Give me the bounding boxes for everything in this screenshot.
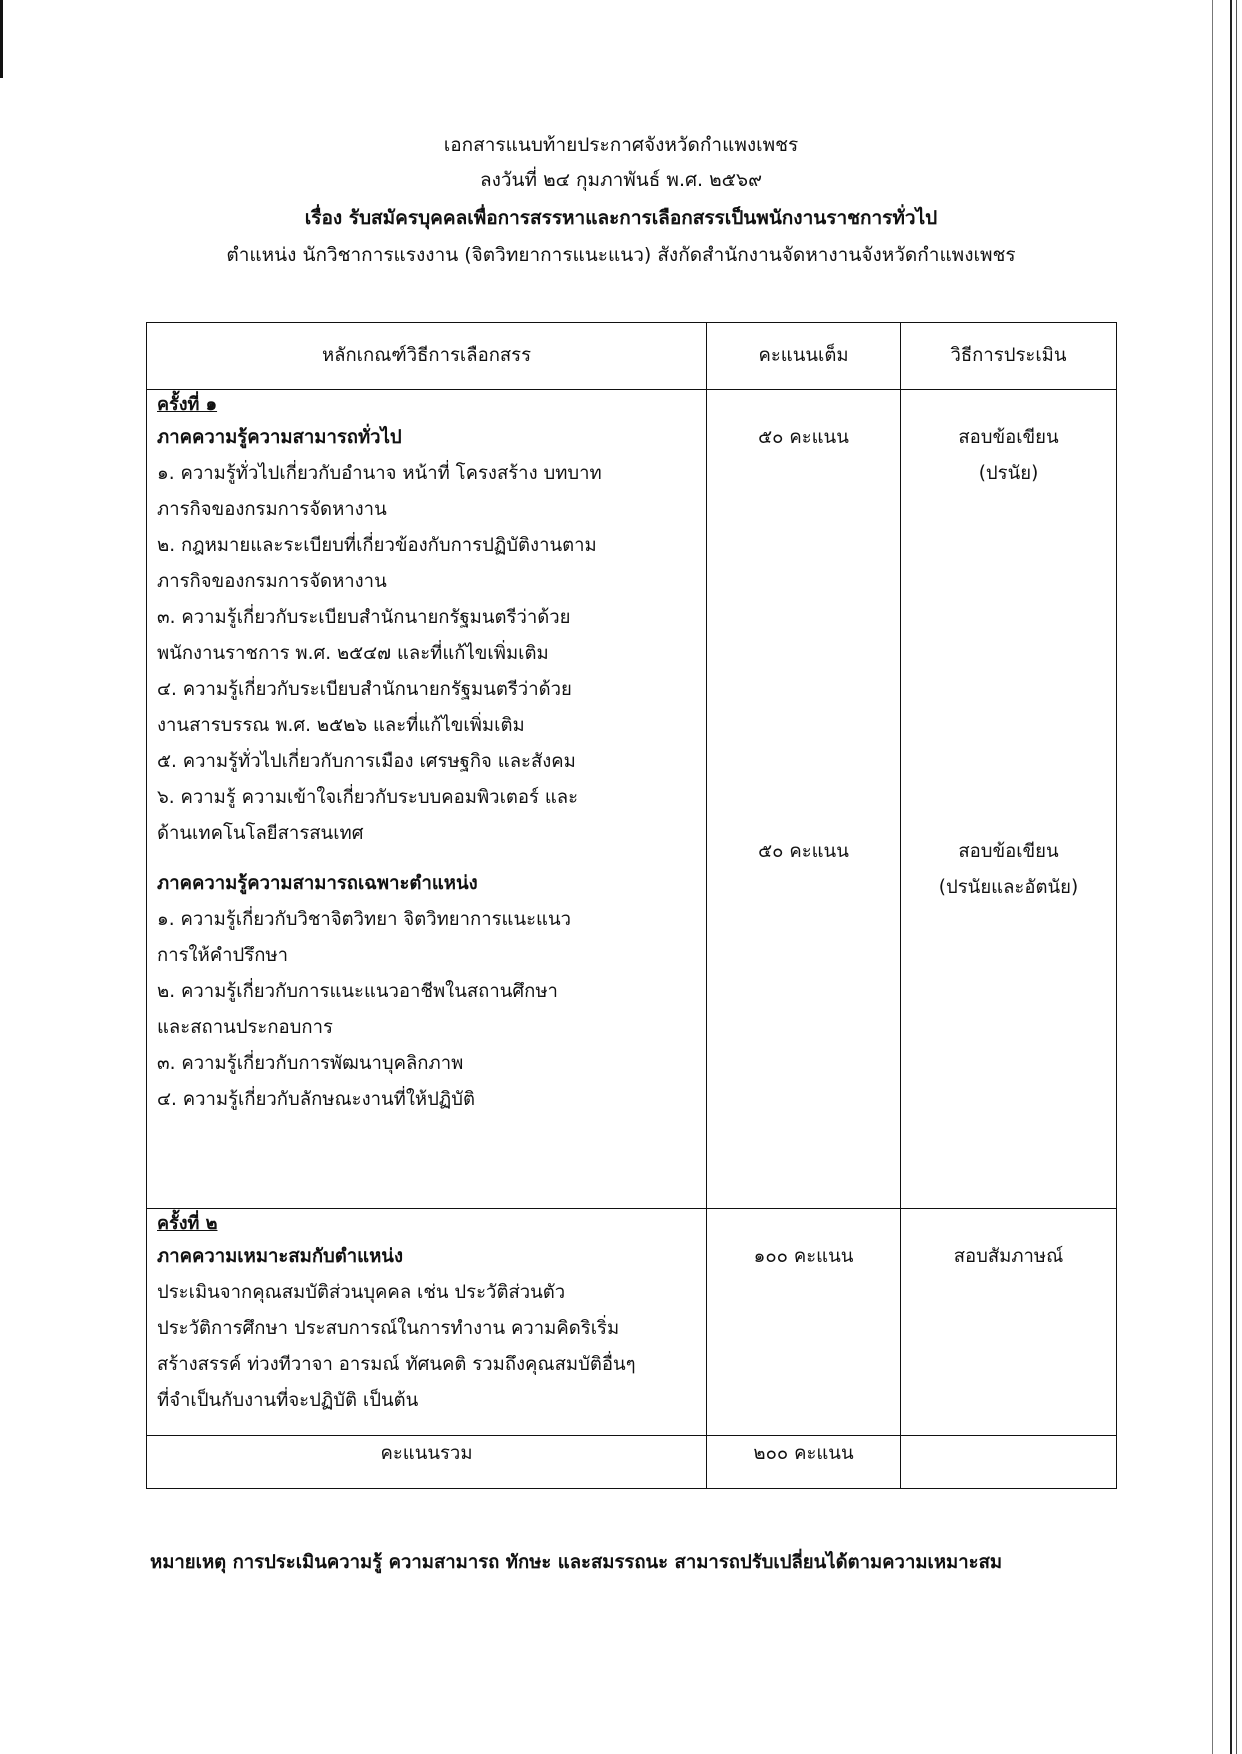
header-full-score: คะแนนเต็ม [707,323,901,390]
scan-edge-mark [0,0,3,78]
total-method [901,1436,1117,1489]
list-item: ๒. ความรู้เกี่ยวกับการแนะแนวอาชีพในสถานศึกษา และสถานประกอบการ [157,981,558,1038]
total-label: คะแนนรวม [147,1436,707,1489]
round-1-label: ครั้งที่ ๑ [157,394,218,415]
part-suitability-title: ภาคความเหมาะสมกับตำแหน่ง [157,1246,403,1267]
list-item: ๕. ความรู้ทั่วไปเกี่ยวกับการเมือง เศรษฐกิจ และสังคม [157,751,576,772]
list-item: ๒. กฎหมายและระเบียบที่เกี่ยวข้องกับการปฏิบัติงานตาม ภารกิจของกรมการจัดหางาน [157,535,597,592]
heading-subject: เรื่อง รับสมัครบุคคลเพื่อการสรรหาและการเลือกสรรเป็นพนักงานราชการทั่วไป [304,207,938,229]
table-header-row [147,323,1117,390]
list-item: ๖. ความรู้ ความเข้าใจเกี่ยวกับระบบคอมพิวเตอร์ และ ด้านเทคโนโลยีสารสนเทศ [157,787,579,844]
part-specific-method-type: (ปรนัยและอัตนัย) [938,877,1079,898]
list-item: ๔. ความรู้เกี่ยวกับระเบียบสำนักนายกรัฐมนตรีว่าด้วย งานสารบรรณ พ.ศ. ๒๕๒๖ และที่แก้ไขเพิ่มเติม [157,679,572,736]
part-suitability-score: ๑๐๐ คะแนน [753,1246,854,1267]
list-item: ๔. ความรู้เกี่ยวกับลักษณะงานที่ให้ปฏิบัติ [157,1089,475,1110]
list-item: ๑. ความรู้ทั่วไปเกี่ยวกับอำนาจ หน้าที่ โครงสร้าง บทบาท ภารกิจของกรมการจัดหางาน [157,463,602,520]
list-item: ๓. ความรู้เกี่ยวกับระเบียบสำนักนายกรัฐมนตรีว่าด้วย พนักงานราชการ พ.ศ. ๒๕๔๗ และที่แก้ไขเพิ่มเติม [157,607,571,664]
table-row-round-2 [147,1209,1117,1436]
round-2-criteria-cell [147,1209,707,1436]
selection-criteria-table [146,322,1117,1489]
round-2-label: ครั้งที่ ๒ [157,1213,218,1234]
list-item: ๓. ความรู้เกี่ยวกับการพัฒนาบุคลิกภาพ [157,1053,464,1074]
part-specific-title: ภาคความรู้ความสามารถเฉพาะตำแหน่ง [157,873,478,894]
suitability-desc-line: สร้างสรรค์ ท่วงทีวาจา อารมณ์ ทัศนคติ รวมถึงคุณสมบัติอื่นๆ [157,1354,636,1375]
round-1-score-cell [707,390,901,1209]
header-criteria: หลักเกณฑ์วิธีการเลือกสรร [147,323,707,390]
heading-date: ลงวันที่ ๒๔ กุมภาพันธ์ พ.ศ. ๒๕๖๙ [479,169,763,191]
suitability-desc-line: ที่จำเป็นกับงานที่จะปฏิบัติ เป็นต้น [157,1390,419,1411]
part-general-method: สอบข้อเขียน [958,427,1059,448]
part-general-score: ๕๐ คะแนน [758,427,849,448]
suitability-desc-line: ประวัติการศึกษา ประสบการณ์ในการทำงาน ความคิดริเริ่ม [157,1318,620,1339]
part-general-method-type: (ปรนัย) [978,463,1039,484]
part-general-title: ภาคความรู้ความสามารถทั่วไป [157,427,402,448]
table-row-round-1 [147,390,1117,1209]
footnote-remark: หมายเหตุ การประเมินความรู้ ความสามารถ ทักษะ และสมรรถนะ สามารถปรับเปลี่ยนได้ตามความเหมาะสม [150,1552,1003,1573]
heading-position: ตำแหน่ง นักวิชาการแรงงาน (จิตวิทยาการแนะแนว) สังกัดสำนักงานจัดหางานจังหวัดกำแพงเพชร [226,244,1016,266]
suitability-desc-line: ประเมินจากคุณสมบัติส่วนบุคคล เช่น ประวัติส่วนตัว [157,1282,566,1303]
round-2-score-cell [707,1209,901,1436]
header-method: วิธีการประเมิน [901,323,1117,390]
table-row-total [147,1436,1117,1489]
part-suitability-method: สอบสัมภาษณ์ [953,1246,1064,1267]
heading-attachment-title: เอกสารแนบท้ายประกาศจังหวัดกำแพงเพชร [443,134,799,156]
round-1-criteria-cell [147,390,707,1209]
round-2-method-cell [901,1209,1117,1436]
total-score: ๒๐๐ คะแนน [707,1436,901,1489]
list-item: ๑. ความรู้เกี่ยวกับวิชาจิตวิทยา จิตวิทยาการแนะแนว การให้คำปรึกษา [157,909,572,966]
part-specific-method: สอบข้อเขียน [958,841,1059,862]
round-1-method-cell [901,390,1117,1209]
part-specific-score: ๕๐ คะแนน [758,841,849,862]
